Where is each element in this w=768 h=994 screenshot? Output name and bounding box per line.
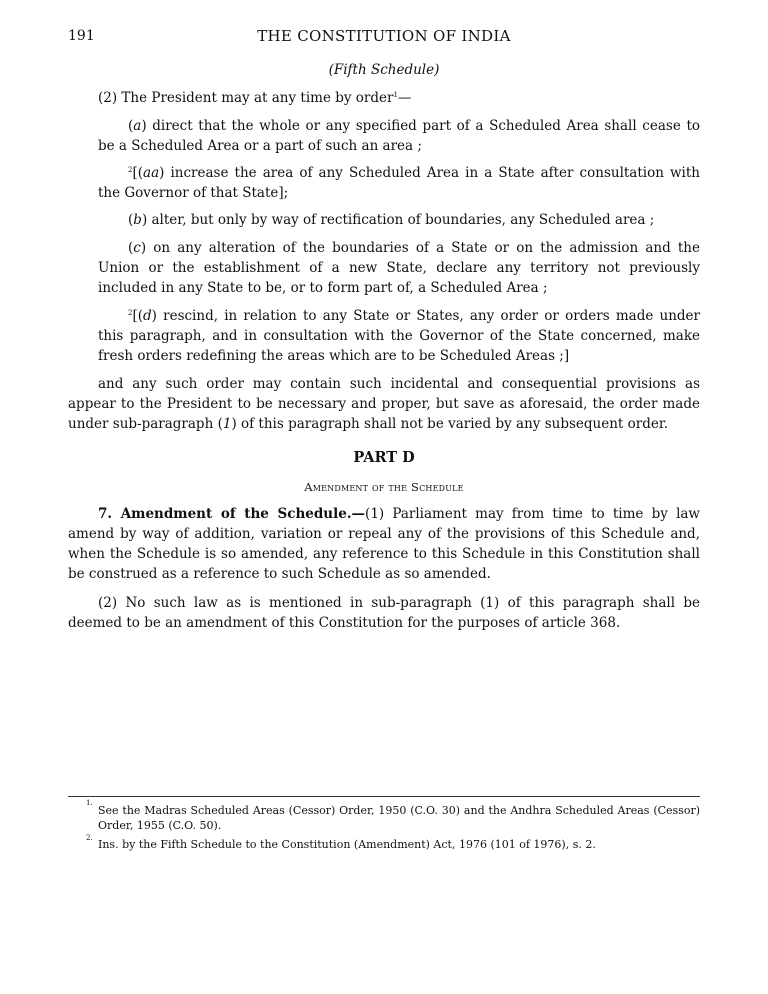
clause-aa — [98, 163, 700, 203]
page-number: 191 — [68, 28, 95, 44]
part-subtitle: Amendment of the Schedule — [304, 480, 464, 494]
section-7-paragraph-1 — [68, 504, 700, 584]
clause-marker: c — [133, 240, 141, 256]
footnote-2-mark: 2. — [86, 834, 93, 842]
bracket-open: [( — [132, 165, 144, 181]
paragraph-text: — — [397, 90, 412, 106]
clause-b: (b) alter, but only by way of rectification of boundaries, any Scheduled area ; — [128, 212, 655, 228]
clause-text: ) increase the area of any Scheduled Area in a State after consultation with the Governor of that State]; — [98, 165, 700, 201]
paragraph-text: (2) The President may at any time by order — [98, 90, 394, 106]
clause-c: (c) on any alteration of the boundaries of a State or on the admission and the Union or the establishment of a new State, declare any territory not previously included in any State to be, or to form part of, a Scheduled Area ; — [98, 240, 700, 296]
clause-a: (a) direct that the whole or any specified part of a Scheduled Area shall cease to be a Scheduled Area or a part of such an area ; — [98, 118, 700, 154]
clause-text: direct that the whole or any specified part of a Scheduled Area shall cease to be a Scheduled Area or a part of such an area ; — [98, 118, 700, 154]
footnote-1-mark: 1. — [86, 799, 93, 807]
subparagraph-ref: 1 — [222, 416, 232, 432]
closing-paragraph: and any such order may contain such incidental and consequential provisions as appear to the President to be necessary and proper, but save as aforesaid, the order made under sub-paragraph (1) of this paragraph shall not be varied by any subsequent order. — [68, 376, 700, 432]
clause-text: on any alteration of the boundaries of a State or on the admission and the Union or the establishment of a new State, declare any territory not previously included in any State to be, or to form part of, a Scheduled Area ; — [98, 240, 700, 296]
footnote-ref: 2 — [128, 166, 133, 174]
bracket-open: [( — [132, 308, 144, 324]
page-title: THE CONSTITUTION OF INDIA — [257, 27, 511, 45]
paragraph-text: (1) Parliament may from time to time by law amend by way of addition, variation or repeal any of the provisions of this Schedule and, when the Schedule is so amended, any reference to this Schedule in this Constitution shall be construed as a reference to such Schedule as so amended. — [68, 506, 700, 582]
paragraph-text: and any such order may contain such incidental and consequential provisions as appear to the President to be necessary and proper, but save as aforesaid, the order made under sub-paragraph — [68, 376, 700, 432]
clause-d — [98, 306, 700, 366]
section-7-paragraph-2: (2) No such law as is mentioned in sub-paragraph (1) of this paragraph shall be deemed to be an amendment of this Constitution for the purposes of article 368. — [68, 595, 700, 631]
clause-marker: d — [143, 308, 152, 324]
schedule-subtitle: (Fifth Schedule) — [328, 62, 440, 78]
footnote-divider — [68, 796, 700, 797]
footnote-1: See the Madras Scheduled Areas (Cessor) Order, 1950 (C.O. 30) and the Andhra Scheduled Areas (Cessor) Order, 1955 (C.O. 50). — [98, 804, 700, 832]
footnote-ref: 1 — [393, 91, 398, 99]
clause-marker: a — [133, 118, 142, 134]
clause-marker: b — [133, 212, 142, 228]
part-title: PART D — [353, 449, 415, 466]
clause-text: ) rescind, in relation to any State or States, any order or orders made under this paragraph, and in consultation with the Governor of the State concerned, make fresh orders redefining the areas which are to be Scheduled Areas ;] — [98, 308, 700, 364]
section-heading: 7. Amendment of the Schedule.— — [98, 506, 366, 522]
paragraph-text: of this paragraph shall not be varied by any subsequent order. — [236, 416, 669, 432]
clause-text: alter, but only by way of rectification of boundaries, any Scheduled area ; — [147, 212, 655, 228]
clause-marker: aa — [143, 165, 160, 181]
footnote-ref: 2 — [128, 309, 133, 317]
footnote-2: Ins. by the Fifth Schedule to the Constitution (Amendment) Act, 1976 (101 of 1976), s. 2. — [98, 838, 596, 851]
paragraph-2-intro — [98, 88, 700, 108]
